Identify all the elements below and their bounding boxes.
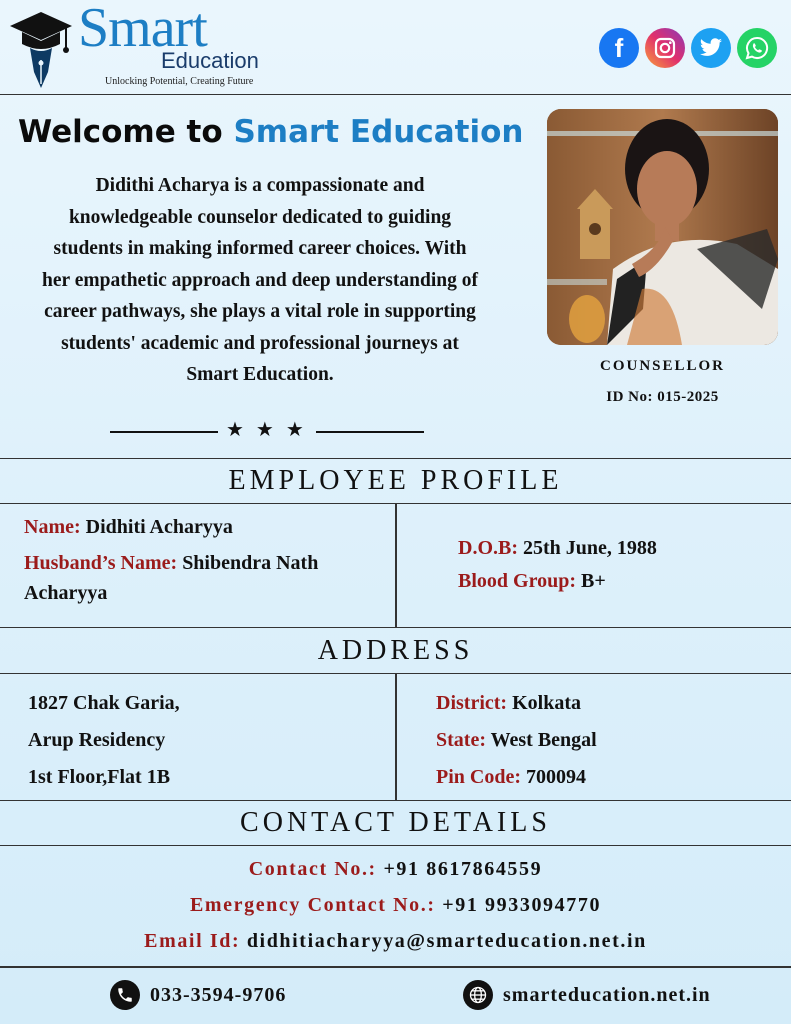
star-divider <box>110 420 424 444</box>
state-value: West Bengal <box>490 729 597 751</box>
contact-phone <box>0 858 791 881</box>
page-title <box>18 114 523 150</box>
pin-value: 700094 <box>526 766 586 788</box>
profile-name <box>24 516 233 539</box>
welcome-prefix: Welcome to <box>18 114 223 150</box>
name-value: Didhiti Acharyya <box>85 516 233 538</box>
logo <box>8 0 259 90</box>
blood-value: B+ <box>581 570 606 592</box>
footer-landline[interactable] <box>110 980 286 1010</box>
bio-paragraph: Didithi Acharya is a compassionate and knowledgeable counselor dedicated to guiding students in making informed career choices. With her empathetic approach and deep understanding of career pathways, she plays a vital role in supporting students' academic and professional journeys at Smart Education. <box>42 175 478 385</box>
contact-emergency <box>0 894 791 917</box>
divider-line-right <box>316 431 424 433</box>
emergency-value[interactable]: +91 9933094770 <box>442 894 602 916</box>
husband-value-line2: Acharyya <box>24 582 108 604</box>
divider-stars: ★★★ <box>226 419 316 441</box>
phone-label: Contact No.: <box>248 858 377 880</box>
footer-divider <box>0 966 791 968</box>
phone-icon <box>110 980 140 1010</box>
header <box>0 0 791 95</box>
instagram-icon[interactable] <box>645 28 685 68</box>
email-label: Email Id: <box>144 930 241 952</box>
employee-id: ID No: 015-2025 <box>606 389 719 405</box>
emergency-label: Emergency Contact No.: <box>189 894 436 916</box>
address-divider <box>395 674 397 800</box>
name-label: Name: <box>24 516 81 538</box>
twitter-icon[interactable] <box>691 28 731 68</box>
contact-email <box>0 930 791 953</box>
logo-brand-sub: Education <box>161 48 259 73</box>
blood-label: Blood Group: <box>458 570 576 592</box>
district-value: Kolkata <box>512 692 581 714</box>
profile-blood-group <box>458 570 606 593</box>
divider-line-left <box>110 431 218 433</box>
dob-label: D.O.B: <box>458 537 518 559</box>
employee-role: COUNSELLOR <box>599 358 726 374</box>
section-title-contact: CONTACT DETAILS <box>0 800 791 846</box>
whatsapp-icon[interactable] <box>737 28 777 68</box>
pin-label: Pin Code: <box>436 766 521 788</box>
address-district <box>436 692 581 715</box>
state-label: State: <box>436 729 486 751</box>
dob-value: 25th June, 1988 <box>523 537 657 559</box>
globe-icon <box>463 980 493 1010</box>
graduation-cap-pen-icon <box>8 8 74 90</box>
husband-label: Husband’s Name: <box>24 552 178 574</box>
address-state <box>436 729 597 752</box>
address-pin <box>436 766 586 789</box>
website-value: smarteducation.net.in <box>503 983 711 1006</box>
logo-tagline: Unlocking Potential, Creating Future <box>105 76 254 87</box>
district-label: District: <box>436 692 508 714</box>
address-line3: 1st Floor,Flat 1B <box>28 766 171 788</box>
footer-website[interactable] <box>463 980 711 1010</box>
profile-divider <box>395 504 397 627</box>
husband-value-line1: Shibendra Nath <box>182 552 319 574</box>
profile-husband <box>24 552 318 575</box>
section-title-profile: EMPLOYEE PROFILE <box>0 458 791 504</box>
profile-dob <box>458 537 657 560</box>
email-value[interactable]: didhitiacharyya@smarteducation.net.in <box>246 930 647 952</box>
welcome-brand: Smart Education <box>233 114 524 150</box>
address-line1: 1827 Chak Garia, <box>28 692 180 714</box>
employee-photo <box>547 109 778 345</box>
facebook-icon[interactable]: f <box>599 28 639 68</box>
logo-brand: Smart <box>78 0 207 59</box>
section-title-address: ADDRESS <box>0 627 791 674</box>
landline-value: 033-3594-9706 <box>150 983 287 1006</box>
address-line2: Arup Residency <box>28 729 166 751</box>
social-links <box>599 28 777 68</box>
phone-value[interactable]: +91 8617864559 <box>383 858 543 880</box>
